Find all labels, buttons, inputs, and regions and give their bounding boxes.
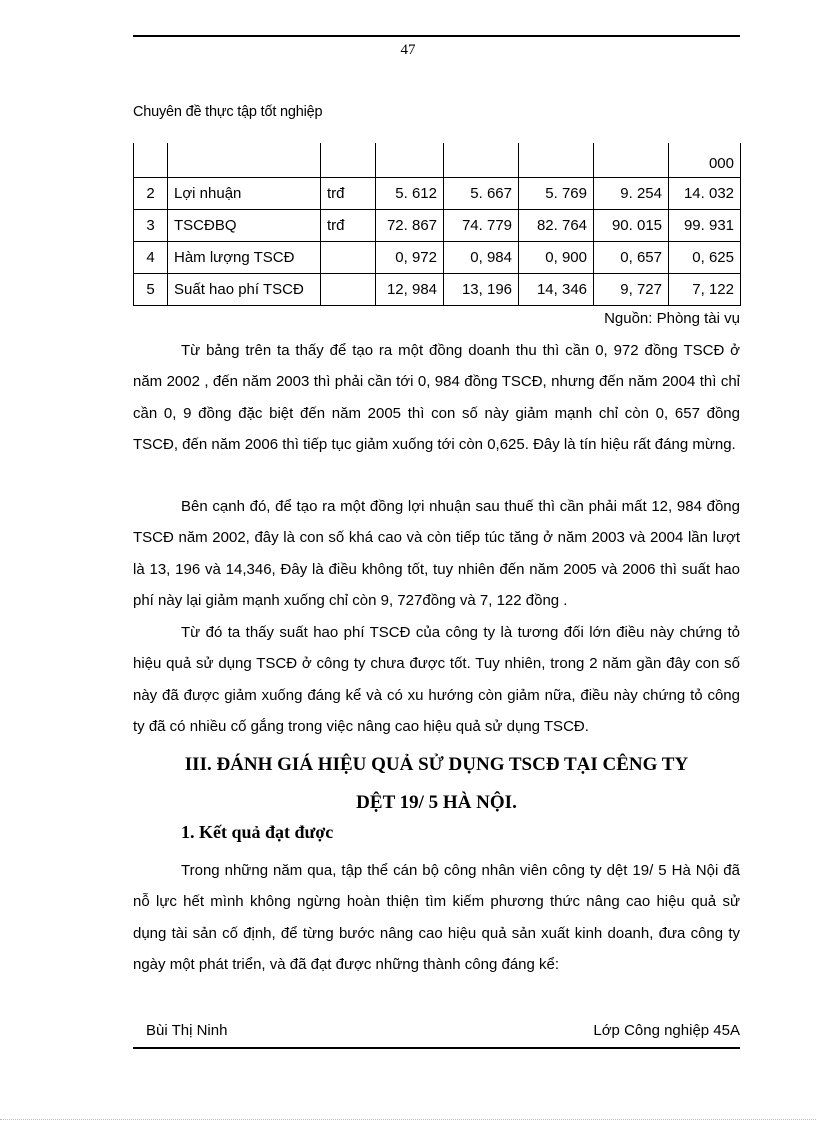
cell-value: 5. 667 [444, 178, 519, 210]
cell-value: 82. 764 [519, 210, 594, 242]
header-note: Chuyên đề thực tập tốt nghiệp [133, 104, 323, 120]
cell-unit: trđ [321, 178, 376, 210]
paragraph-1: Từ bảng trên ta thấy để tạo ra một đồng doanh thu thì cần 0, 972 đồng TSCĐ ở năm 2002 , đến năm 2003 thì phải cần tới 0, 984 đồng TSCĐ, nhưng đến năm 2004 thì chỉ cần 0, 9 đồng đặc biệt đến năm 2005 thì con số này giảm mạnh chỉ còn 0, 657 đồng TSCĐ, đến năm 2006 thì tiếp tục giảm xuống tới còn 0,625. Đây là tín hiệu rất đáng mừng. [133, 342, 740, 453]
cell-value: 13, 196 [444, 274, 519, 306]
table-row [134, 143, 741, 178]
footer-rule [133, 1047, 740, 1049]
cell-value: 0, 657 [594, 242, 669, 274]
cell-value: 7, 122 [669, 274, 741, 306]
footer-author: Bùi Thị Ninh [146, 1022, 228, 1039]
cell-value [594, 143, 669, 178]
cell-value [376, 143, 444, 178]
paragraph-2: Bên cạnh đó, để tạo ra một đồng lợi nhuận sau thuế thì cần phải mất 12, 984 đồng TSCĐ năm 2002, đây là con số khá cao và còn tiếp túc tăng ở năm 2003 và 2004 lần lượt là 13, 196 và 14,346, Đây là điều không tốt, tuy nhiên đến năm 2005 và 2006 thì suất hao phí này lại giảm mạnh xuống chỉ còn 9, 727đồng và 7, 122 đồng . [133, 498, 740, 609]
cell-unit: trđ [321, 210, 376, 242]
subheading: 1. Kết quả đạt được [181, 822, 334, 842]
cell-value: 000 [669, 143, 741, 178]
cell-value: 5. 612 [376, 178, 444, 210]
footer-class: Lớp Công nghiệp 45A [593, 1022, 740, 1039]
page-edge [0, 1119, 816, 1120]
table-row [134, 274, 741, 306]
cell-name: TSCĐBQ [168, 210, 321, 242]
source-note: Nguồn: Phòng tài vụ [604, 310, 740, 327]
cell-unit [321, 242, 376, 274]
cell-value [519, 143, 594, 178]
paragraph-4: Trong những năm qua, tập thể cán bộ công nhân viên công ty dệt 19/ 5 Hà Nội đã nỗ lực hết mình không ngừng hoàn thiện tìm kiếm phương thức nâng cao hiệu quả sử dụng tài sản cố định, để từng bước nâng cao hiệu quả sản xuất kinh doanh, đưa công ty ngày một phát triển, và đã đạt được những thành công đáng kể: [133, 862, 740, 973]
table-row [134, 242, 741, 274]
cell-value: 14. 032 [669, 178, 741, 210]
cell-value: 14, 346 [519, 274, 594, 306]
cell-no: 3 [134, 210, 168, 242]
cell-value: 0, 900 [519, 242, 594, 274]
cell-unit [321, 143, 376, 178]
cell-unit [321, 274, 376, 306]
table-row [134, 210, 741, 242]
cell-name: Lợi nhuận [168, 178, 321, 210]
cell-value [444, 143, 519, 178]
cell-no: 5 [134, 274, 168, 306]
cell-no: 2 [134, 178, 168, 210]
cell-value: 0, 984 [444, 242, 519, 274]
cell-value: 74. 779 [444, 210, 519, 242]
section-title [133, 746, 740, 822]
cell-value: 0, 972 [376, 242, 444, 274]
cell-value: 12, 984 [376, 274, 444, 306]
cell-value: 90. 015 [594, 210, 669, 242]
section-title-line-1: III. ĐÁNH GIÁ HIỆU QUẢ SỬ DỤNG TSCĐ TẠI CÊNG TY [184, 754, 689, 775]
cell-value: 72. 867 [376, 210, 444, 242]
paragraph-3: Từ đó ta thấy suất hao phí TSCĐ của công ty là tương đối lớn điều này chứng tỏ hiệu quả sử dụng TSCĐ ở công ty chưa được tốt. Tuy nhiên, trong 2 năm gần đây con số này đã được giảm xuống đáng kể và có xu hướng còn giảm nữa, điều này chứng tỏ công ty đã có nhiều cố gắng trong việc nâng cao hiệu quả sử dụng TSCĐ. [133, 624, 740, 735]
page-number: 47 [400, 42, 416, 58]
cell-value: 9, 727 [594, 274, 669, 306]
cell-name: Hàm lượng TSCĐ [168, 242, 321, 274]
cell-no [134, 143, 168, 178]
cell-name: Suất hao phí TSCĐ [168, 274, 321, 306]
header-rule [133, 35, 740, 37]
cell-value: 99. 931 [669, 210, 741, 242]
data-table [133, 143, 741, 306]
cell-value: 9. 254 [594, 178, 669, 210]
cell-value: 5. 769 [519, 178, 594, 210]
table-row [134, 178, 741, 210]
cell-name [168, 143, 321, 178]
cell-no: 4 [134, 242, 168, 274]
section-title-line-2: DỆT 19/ 5 HÀ NỘI. [356, 792, 517, 813]
cell-value: 0, 625 [669, 242, 741, 274]
